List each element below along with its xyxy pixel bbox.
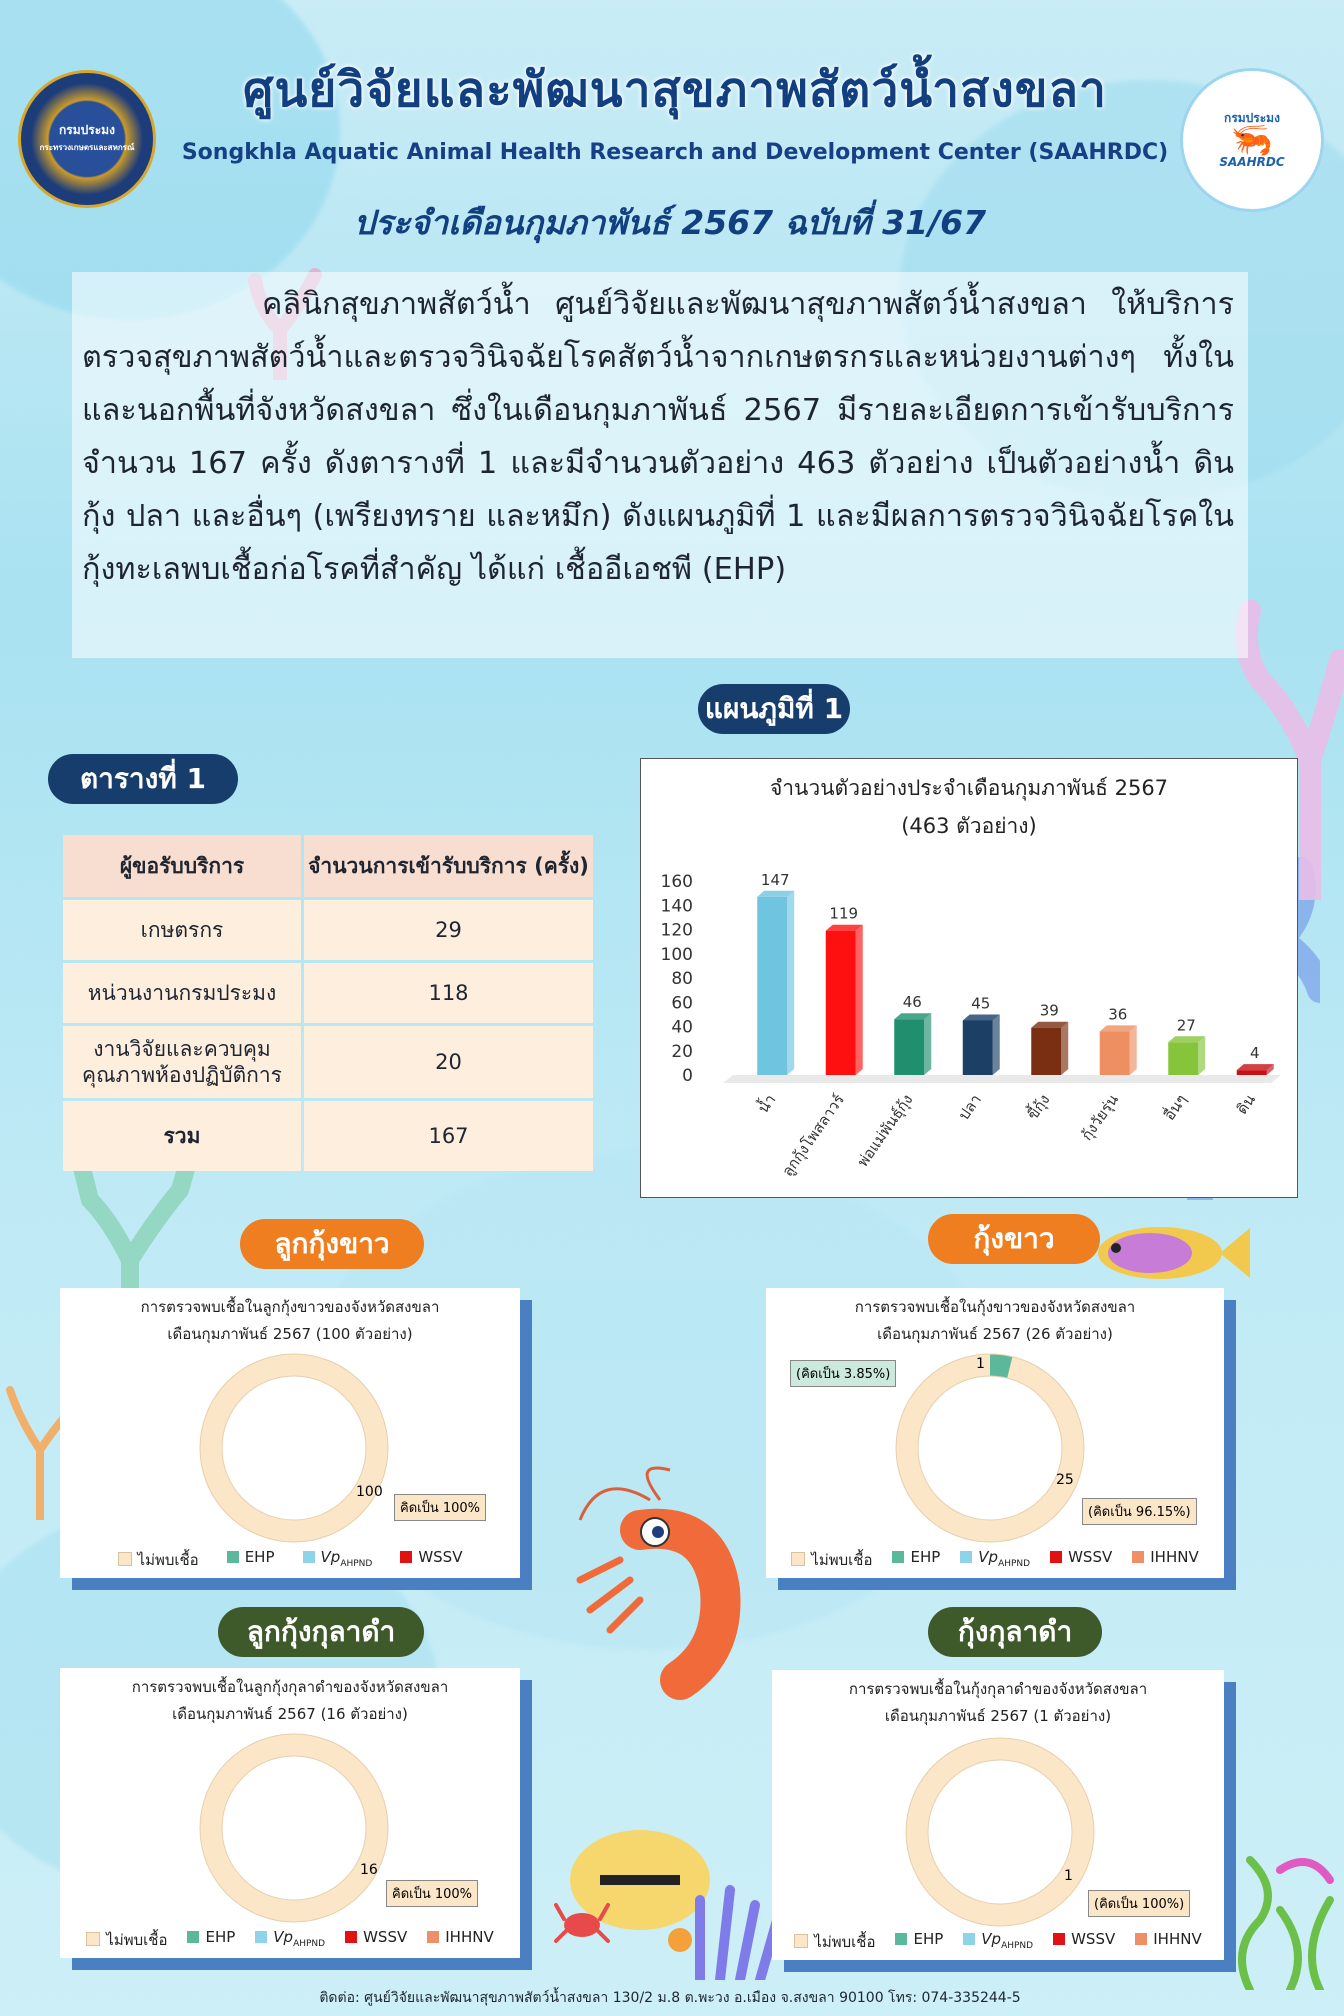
chart-subtitle: (463 ตัวอย่าง) xyxy=(901,814,1037,838)
bar-value-label: 27 xyxy=(1176,1016,1196,1035)
section-label-white-shrimp-larvae: ลูกกุ้งขาว xyxy=(240,1219,424,1269)
donut-slice-none xyxy=(917,1749,1083,1915)
slice-pct-callout: คิดเป็น 100% xyxy=(394,1494,486,1521)
chart-floor xyxy=(723,1075,1281,1083)
bar-value-label: 39 xyxy=(1039,1001,1059,1020)
legend-item-ehp: EHP xyxy=(227,1548,275,1572)
legend-item-ehp: EHP xyxy=(895,1930,943,1954)
pie-panel-white-shrimp-larvae xyxy=(60,1288,520,1578)
bar-chart xyxy=(641,759,1297,1197)
seaweed-decoration xyxy=(1220,1850,1344,1990)
intro-panel xyxy=(72,272,1248,658)
pie-title-line1: การตรวจพบเชื้อในลูกกุ้งกุลาดำของจังหวัดสงขลา xyxy=(131,1678,449,1696)
pie-panel-black-tiger-larvae xyxy=(60,1668,520,1958)
pie-title-line1: การตรวจพบเชื้อในกุ้งขาวของจังหวัดสงขลา xyxy=(854,1298,1136,1316)
table-cell: 167 xyxy=(304,1101,593,1171)
slice-value-label: 16 xyxy=(360,1862,378,1878)
issue-title: ประจำเดือนกุมภาพันธ์ 2567 ฉบับที่ 31/67 xyxy=(353,203,987,242)
bar-side xyxy=(1061,1022,1068,1075)
x-tick-label: ลูกกุ้งโพสลาวร์ xyxy=(778,1090,849,1180)
section-label-black-tiger: กุ้งกุลาดำ xyxy=(928,1607,1102,1657)
y-tick-label: 140 xyxy=(660,896,693,917)
slice-pct-callout: (คิดเป็น 100%) xyxy=(1088,1890,1190,1917)
y-tick-label: 120 xyxy=(660,920,693,941)
logo-left-text: กรมประมง xyxy=(59,123,115,137)
bar-side xyxy=(993,1014,1000,1075)
legend-item-ihhnv: IHHNV xyxy=(1132,1548,1198,1572)
legend-item-ihhnv: IHHNV xyxy=(427,1928,493,1952)
x-tick-label: กุ้งวัยรุ่น xyxy=(1077,1090,1123,1144)
slice-pct-callout: (คิดเป็น 3.85%) xyxy=(790,1360,896,1387)
donut-slice-none xyxy=(211,1745,377,1911)
slice-value-label: 25 xyxy=(1056,1472,1074,1488)
legend xyxy=(772,1930,1224,1954)
bar-side xyxy=(1130,1025,1137,1075)
bar xyxy=(757,897,787,1075)
bar-value-label: 46 xyxy=(902,993,922,1012)
logo-right-brand: SAAHRDC xyxy=(1219,155,1285,169)
donut-chart xyxy=(890,1348,1090,1548)
legend-item-none: ไม่พบเชื้อ xyxy=(86,1928,167,1952)
pie-panel-black-tiger xyxy=(772,1670,1224,1960)
slice-value-label: 1 xyxy=(1064,1868,1073,1884)
legend-item-none: ไม่พบเชื้อ xyxy=(791,1548,872,1572)
logo-left-sub: กระทรวงเกษตรและสหกรณ์ xyxy=(39,143,135,152)
table-cell: หน่วนงานกรมประมง xyxy=(63,963,301,1023)
legend-item-vp: $Vp_{AHPND}$ xyxy=(303,1548,373,1572)
x-tick-label: อื่นๆ xyxy=(1160,1090,1191,1124)
legend xyxy=(60,1928,520,1952)
donut-slice-none xyxy=(907,1365,1073,1531)
legend-item-wssv: WSSV xyxy=(345,1928,407,1952)
donut-outline xyxy=(918,1376,1062,1520)
y-tick-label: 0 xyxy=(682,1066,693,1086)
section-label-black-tiger-larvae: ลูกกุ้งกุลาดำ xyxy=(218,1607,424,1657)
pie-title-line1: การตรวจพบเชื้อในกุ้งกุลาดำของจังหวัดสงขลา xyxy=(848,1680,1148,1698)
intro-body: คลินิกสุขภาพสัตว์น้ำ ศูนย์วิจัยและพัฒนาสุขภาพสัตว์น้ำสงขลา ให้บริการตรวจสุขภาพสัตว์น้ำและตรวจวินิจฉัยโรคสัตว์น้ำจากเกษตรกรและหน่วยงานต่างๆ ทั้งในและนอกพื้นที่จังหวัดสงขลา ซึ่งในเดือนกุมภาพันธ์ 2567 มีรายละเอียดการเข้ารับบริการจำนวน 167 ครั้ง ดังตารางที่ 1 และมีจำนวนตัวอย่าง 463 ตัวอย่าง เป็นตัวอย่างน้ำ ดิน กุ้ง ปลา และอื่นๆ (เพรียงทราย และหมึก) ดังแผนภูมิที่ 1 และมีผลการตรวจวินิจฉัยโรคในกุ้งทะเลพบเชื้อก่อโรคที่สำคัญ ได้แก่ เชื้ออีเอชพี (EHP) xyxy=(82,287,1234,587)
donut-outline xyxy=(222,1376,366,1520)
bar xyxy=(1237,1070,1267,1075)
donut-outline xyxy=(222,1756,366,1900)
legend-item-wssv: WSSV xyxy=(400,1548,462,1572)
x-tick-label: ปลา xyxy=(954,1090,986,1124)
legend-item-ehp: EHP xyxy=(892,1548,940,1572)
pie-title xyxy=(60,1668,520,1728)
bar xyxy=(1031,1028,1061,1075)
page-title-thai: ศูนย์วิจัยและพัฒนาสุขภาพสัตว์น้ำสงขลา xyxy=(243,62,1107,118)
pie-title-line2: เดือนกุมภาพันธ์ 2567 (1 ตัวอย่าง) xyxy=(884,1707,1112,1725)
slice-value-label: 1 xyxy=(976,1356,985,1372)
legend xyxy=(766,1548,1224,1572)
x-tick-label: ดิน xyxy=(1232,1090,1260,1118)
pie-title xyxy=(766,1288,1224,1348)
fish-icon: 🦐 xyxy=(1230,120,1274,160)
pie-title-line2: เดือนกุมภาพันธ์ 2567 (16 ตัวอย่าง) xyxy=(172,1705,408,1723)
table1 xyxy=(60,832,596,1174)
table-header-cell: จำนวนการเข้ารับบริการ (ครั้ง) xyxy=(304,835,593,897)
table1-label: ตารางที่ 1 xyxy=(48,754,238,804)
table-cell: 29 xyxy=(304,900,593,960)
legend-item-wssv: WSSV xyxy=(1053,1930,1115,1954)
bar-side xyxy=(924,1013,931,1075)
pie-title xyxy=(60,1288,520,1348)
legend-item-vp: $Vp_{AHPND}$ xyxy=(255,1928,325,1952)
legend-item-wssv: WSSV xyxy=(1050,1548,1112,1572)
pie-title-line1: การตรวจพบเชื้อในลูกกุ้งขาวของจังหวัดสงขลา xyxy=(140,1298,440,1316)
intro-text xyxy=(72,272,1248,596)
crab-decoration xyxy=(552,1895,612,1945)
footer-contact: ติดต่อ: ศูนย์วิจัยและพัฒนาสุขภาพสัตว์น้ำสงขลา 130/2 ม.8 ต.พะวง อ.เมือง จ.สงขลา 90100 โทร: 074-335244-5 xyxy=(319,1990,1021,2006)
bar xyxy=(826,931,856,1075)
y-tick-label: 60 xyxy=(671,993,693,1014)
pie-panel-white-shrimp xyxy=(766,1288,1224,1578)
x-tick-label: น้ำ xyxy=(754,1090,780,1117)
bar-side xyxy=(1198,1036,1205,1075)
slice-pct-callout: (คิดเป็น 96.15%) xyxy=(1082,1498,1197,1525)
bar-value-label: 4 xyxy=(1249,1044,1260,1063)
bar-side xyxy=(787,891,794,1075)
y-tick-label: 40 xyxy=(671,1017,693,1038)
legend-item-ehp: EHP xyxy=(187,1928,235,1952)
bar xyxy=(894,1019,924,1075)
chart1-label: แผนภูมิที่ 1 xyxy=(698,684,850,734)
section-label-white-shrimp: กุ้งขาว xyxy=(928,1214,1100,1264)
slice-value-label: 100 xyxy=(356,1484,383,1500)
table-cell: 118 xyxy=(304,963,593,1023)
bar xyxy=(963,1020,993,1075)
table-cell: งานวิจัยและควบคุม คุณภาพห้องปฏิบัติการ xyxy=(63,1026,301,1098)
table-row xyxy=(63,1026,593,1098)
slice-pct-callout: คิดเป็น 100% xyxy=(386,1880,478,1907)
chart-title: จำนวนตัวอย่างประจำเดือนกุมภาพันธ์ 2567 xyxy=(769,776,1169,800)
table-total-row xyxy=(63,1101,593,1171)
fish-decoration xyxy=(1080,1208,1250,1298)
logo-department-of-fisheries xyxy=(18,70,156,208)
table-header-row xyxy=(63,835,593,897)
legend-item-none: ไม่พบเชื้อ xyxy=(794,1930,875,1954)
logo-saahrdc xyxy=(1180,68,1324,212)
donut-outline xyxy=(928,1760,1072,1904)
table-header-cell: ผู้ขอรับบริการ xyxy=(63,835,301,897)
legend-item-ihhnv: IHHNV xyxy=(1135,1930,1201,1954)
legend-item-none: ไม่พบเชื้อ xyxy=(118,1548,199,1572)
bar-value-label: 36 xyxy=(1108,1005,1128,1024)
table-cell: 20 xyxy=(304,1026,593,1098)
page-title-english: Songkhla Aquatic Animal Health Research and Development Center (SAAHRDC) xyxy=(181,140,1169,165)
legend-item-vp: $Vp_{AHPND}$ xyxy=(960,1548,1030,1572)
x-tick-label: พ่อแม่พันธุ์กุ้ง xyxy=(853,1090,917,1171)
bar-chart-panel xyxy=(640,758,1298,1198)
shrimp-mascot xyxy=(560,1460,760,1700)
bar-value-label: 147 xyxy=(760,870,790,889)
bar-value-label: 45 xyxy=(971,994,991,1013)
legend xyxy=(60,1548,520,1572)
y-tick-label: 80 xyxy=(671,969,693,989)
table-row xyxy=(63,900,593,960)
donut-chart xyxy=(194,1728,394,1928)
legend-item-vp: $Vp_{AHPND}$ xyxy=(963,1930,1033,1954)
pie-title-line2: เดือนกุมภาพันธ์ 2567 (100 ตัวอย่าง) xyxy=(167,1325,413,1343)
bar-value-label: 119 xyxy=(829,904,859,923)
donut-slice-none xyxy=(211,1365,377,1531)
y-tick-label: 20 xyxy=(671,1041,693,1062)
y-tick-label: 160 xyxy=(660,872,693,892)
logo-right-text: กรมประมง xyxy=(1224,111,1280,125)
bar-side xyxy=(856,925,863,1075)
bar xyxy=(1168,1042,1198,1075)
x-tick-label: ขี้กุ้ง xyxy=(1023,1090,1054,1124)
bar xyxy=(1100,1031,1130,1075)
table-cell: เกษตรกร xyxy=(63,900,301,960)
pie-title xyxy=(772,1670,1224,1730)
table-cell: รวม xyxy=(63,1101,301,1171)
y-tick-label: 100 xyxy=(660,944,693,965)
donut-chart xyxy=(900,1732,1100,1932)
donut-chart xyxy=(194,1348,394,1548)
table-row xyxy=(63,963,593,1023)
pie-title-line2: เดือนกุมภาพันธ์ 2567 (26 ตัวอย่าง) xyxy=(877,1325,1113,1343)
